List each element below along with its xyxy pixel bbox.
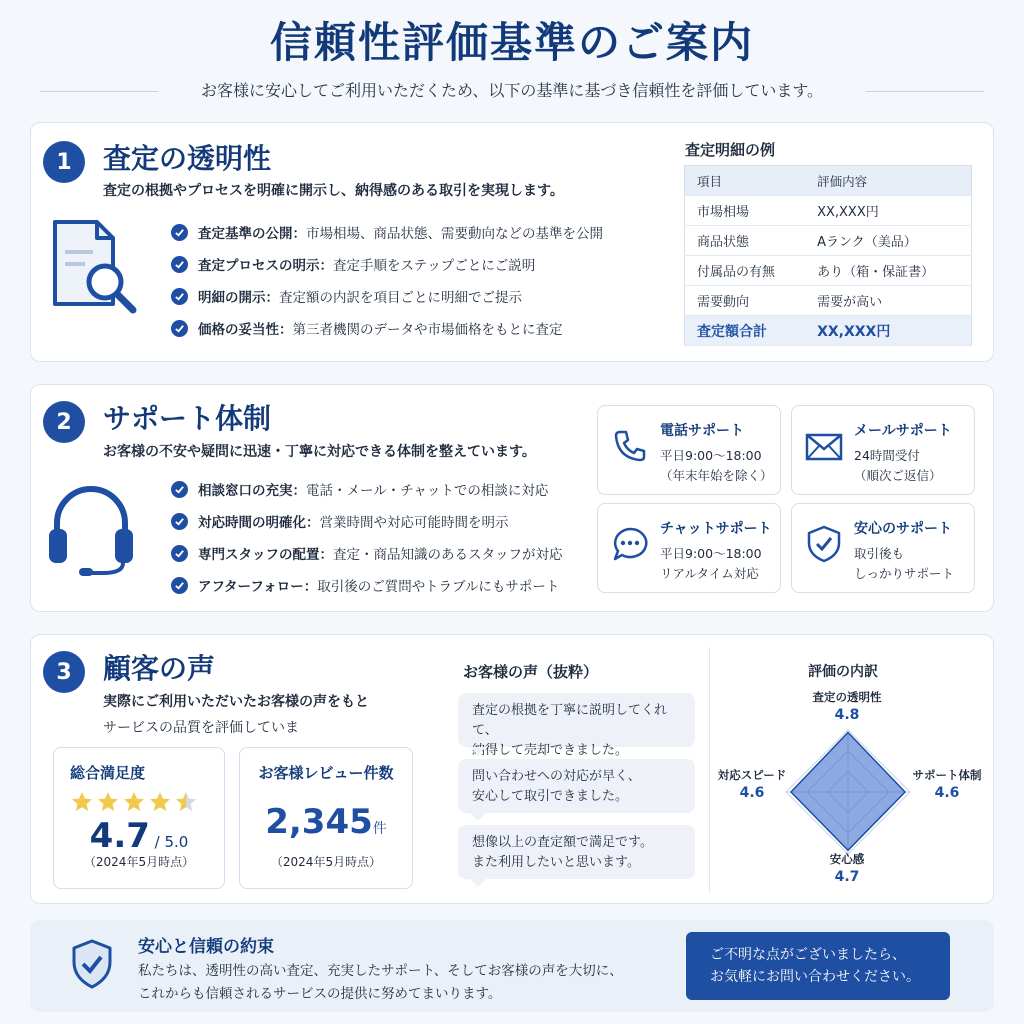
breakdown-title: 評価の内訳 — [808, 664, 878, 680]
page-title: 信頼性評価基準のご案内 — [269, 18, 754, 67]
list-item: 査定基準の公開： 市場相場、商品状態、需要動向などの基準を公開 — [171, 216, 603, 248]
check-icon — [171, 224, 188, 241]
promise-banner — [30, 920, 994, 1012]
star-icon — [96, 790, 120, 814]
satisfaction-card — [53, 747, 225, 889]
check-icon — [171, 288, 188, 305]
section-customer-voice — [30, 634, 994, 904]
table-total-row: 査定額合計 XX,XXX円 — [685, 316, 972, 346]
promise-body: 私たちは、透明性の高い査定、充実したサポート、そしてお客様の声を大切に、 これからも信頼されるサービスの提供に努めてまいります。 — [138, 963, 623, 1002]
satisfaction-score: 4.7 / 5.0 — [89, 816, 189, 856]
list-item: 査定プロセスの明示： 査定手順をステップごとにご説明 — [171, 248, 603, 280]
assurance-support-box: 安心のサポート 取引後も しっかりサポート — [791, 503, 975, 593]
voices-title: お客様の声（抜粋） — [463, 663, 599, 681]
review-count-card — [239, 747, 413, 889]
table-row: 商品状態 Aランク（美品） — [685, 226, 972, 256]
phone-icon — [610, 426, 650, 466]
star-icon — [148, 790, 172, 814]
review-count: 2,345件 — [265, 802, 387, 842]
shield-check-icon — [804, 524, 844, 564]
table-header: 項目 — [685, 166, 806, 196]
star-rating — [70, 790, 198, 814]
mail-support-box: メールサポート 24時間受付 （順次ご返信） — [791, 405, 975, 495]
divider — [709, 647, 710, 893]
list-item: 専門スタッフの配置： 査定・商品知識のあるスタッフが対応 — [171, 537, 563, 569]
table-header: 評価内容 — [805, 166, 971, 196]
list-item: アフターフォロー： 取引後のご質問やトラブルにもサポート — [171, 569, 563, 601]
section-description: お客様の不安や疑問に迅速・丁寧に対応できる体制を整えています。 — [103, 444, 536, 460]
satisfaction-note: （2024年5月時点） — [83, 855, 195, 869]
voice-bubble: 査定の根拠を丁寧に説明してくれて、 納得して売却できました。 — [458, 693, 695, 747]
radar-label-left: 対応スピード 4.6 — [717, 768, 787, 801]
check-icon — [171, 577, 188, 594]
section-title: 査定の透明性 — [103, 142, 272, 175]
chat-icon — [610, 524, 650, 564]
promise-title: 安心と信頼の約束 — [138, 937, 274, 957]
list-item: 明細の開示： 査定額の内訳を項目ごとに明細でご提示 — [171, 280, 603, 312]
voice-bubble: 想像以上の査定額で満足です。 また利用したいと思います。 — [458, 825, 695, 879]
section-transparency — [30, 122, 994, 362]
chat-support-box: チャットサポート 平日9:00〜18:00 リアルタイム対応 — [597, 503, 781, 593]
check-icon — [171, 481, 188, 498]
check-icon — [171, 545, 188, 562]
satisfaction-title: 総合満足度 — [70, 764, 146, 782]
headset-icon — [43, 477, 139, 577]
radar-label-bottom: 安心感 4.7 — [829, 852, 865, 885]
section-number: 1 — [43, 141, 85, 183]
table-row: 市場相場 XX,XXX円 — [685, 196, 972, 226]
section-title: サポート体制 — [103, 402, 272, 435]
section-number: 3 — [43, 651, 85, 693]
list-item: 対応時間の明確化： 営業時間や対応可能時間を明示 — [171, 505, 563, 537]
transparency-list — [171, 216, 603, 344]
section-description: 査定の根拠やプロセスを明確に開示し、納得感のある取引を実現します。 — [103, 183, 564, 199]
radar-series — [791, 732, 905, 850]
table-row: 需要動向 需要が高い — [685, 286, 972, 316]
support-list — [171, 473, 563, 601]
table-title: 査定明細の例 — [685, 141, 776, 159]
assessment-table — [684, 165, 972, 346]
section-description: 実際にご利用いただいたお客様の声をもと サービスの品質を評価していま — [103, 694, 369, 736]
phone-support-box: 電話サポート 平日9:00〜18:00 （年末年始を除く） — [597, 405, 781, 495]
document-search-icon — [49, 218, 141, 314]
table-row: 付属品の有無 あり（箱・保証書） — [685, 256, 972, 286]
section-title: 顧客の声 — [103, 652, 216, 685]
rating-radar-chart — [773, 717, 923, 867]
section-number: 2 — [43, 401, 85, 443]
contact-cta-button[interactable]: ご不明な点がございましたら、 お気軽にお問い合わせください。 — [686, 932, 950, 1000]
review-count-note: （2024年5月時点） — [270, 855, 382, 869]
check-icon — [171, 513, 188, 530]
section-support — [30, 384, 994, 612]
voice-bubble: 問い合わせへの対応が早く、 安心して取引できました。 — [458, 759, 695, 813]
shield-check-icon — [70, 938, 114, 990]
star-icon — [122, 790, 146, 814]
table-header-row — [685, 166, 972, 196]
radar-label-right: サポート体制 4.6 — [912, 768, 982, 801]
star-icon — [174, 790, 198, 814]
review-count-title: お客様レビュー件数 — [258, 764, 394, 782]
list-item: 価格の妥当性： 第三者機関のデータや市場価格をもとに査定 — [171, 312, 603, 344]
check-icon — [171, 320, 188, 337]
mail-icon — [804, 426, 844, 466]
page-subtitle: お客様に安心してご利用いただくため、以下の基準に基づき信頼性を評価しています。 — [200, 81, 824, 100]
list-item: 相談窓口の充実： 電話・メール・チャットでの相談に対応 — [171, 473, 563, 505]
radar-label-top: 査定の透明性 4.8 — [812, 690, 882, 723]
check-icon — [171, 256, 188, 273]
star-icon — [70, 790, 94, 814]
